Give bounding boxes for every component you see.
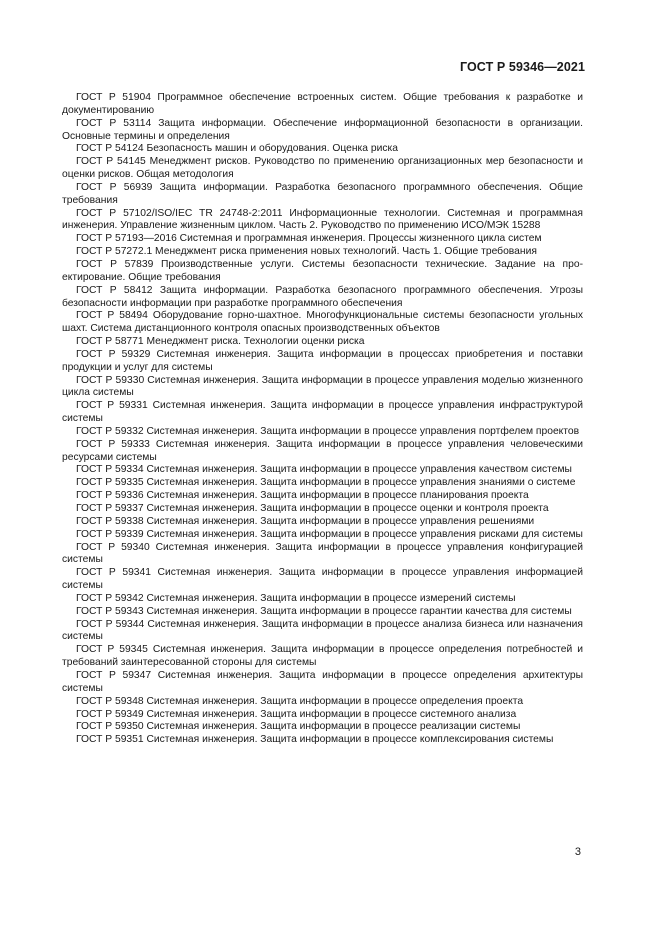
reference-item: ГОСТ Р 59330 Системная инженерия. Защита информации в процессе управления моделью жизненного цикла системы xyxy=(62,374,583,399)
reference-item: ГОСТ Р 59339 Системная инженерия. Защита информации в процессе управления рисками для системы xyxy=(76,528,583,540)
reference-item: ГОСТ Р 59340 Системная инженерия. Защита информации в процессе управления конфигурацией системы xyxy=(62,541,583,566)
reference-item: ГОСТ Р 59348 Системная инженерия. Защита информации в процессе определения проекта xyxy=(76,695,524,707)
reference-item: ГОСТ Р 59349 Системная инженерия. Защита информации в процессе системного анализа xyxy=(76,708,517,720)
reference-item: ГОСТ Р 57102/ISO/IEC TR 24748-2:2011 Информационные технологии. Системная и программная инженерия. Управление жизненным циклом. Часть 2. Руководство по применению ИСО/МЭК 15288 xyxy=(62,207,583,232)
reference-item: ГОСТ Р 58771 Менеджмент риска. Технологии оценки риска xyxy=(76,336,365,348)
reference-item: ГОСТ Р 59337 Системная инженерия. Защита информации в процессе оценки и контроля проекта xyxy=(76,503,549,514)
reference-item: ГОСТ Р 59350 Системная инженерия. Защита информации в процессе реализации системы xyxy=(76,721,521,733)
reference-item: ГОСТ Р 59347 Системная инженерия. Защита информации в процессе определения архитектуры системы xyxy=(62,669,583,694)
reference-item: ГОСТ Р 59329 Системная инженерия. Защита информации в процессах приобретения и поставки продукции и услуг для системы xyxy=(62,348,583,373)
reference-item: ГОСТ Р 54124 Безопасность машин и оборудования. Оценка риска xyxy=(76,143,398,155)
reference-item: ГОСТ Р 59332 Системная инженерия. Защита информации в процессе управления портфелем проектов xyxy=(76,425,580,437)
reference-item: ГОСТ Р 57272.1 Менеджмент риска применения новых технологий. Часть 1. Общие требования xyxy=(76,246,537,258)
reference-item: ГОСТ Р 59342 Системная инженерия. Защита информации в процессе измерений системы xyxy=(76,592,516,604)
document-header: ГОСТ Р 59346—2021 xyxy=(459,60,585,74)
page-number: 3 xyxy=(574,846,581,858)
reference-list xyxy=(62,92,583,747)
reference-item: ГОСТ Р 57839 Производственные услуги. Системы безопасности технические. Задание на проектирование. Общие требования xyxy=(62,258,583,283)
reference-item: ГОСТ Р 53114 Защита информации. Обеспечение информационной безопасности в организации. Основные термины и определения xyxy=(62,117,583,142)
reference-item: ГОСТ Р 59333 Системная инженерия. Защита информации в процессе управления человеческими ресурсами системы xyxy=(62,438,583,463)
reference-item: ГОСТ Р 59331 Системная инженерия. Защита информации в процессе управления инфраструктурой системы xyxy=(62,400,583,425)
reference-item: ГОСТ Р 59338 Системная инженерия. Защита информации в процессе управления решениями xyxy=(76,515,535,527)
reference-item: ГОСТ Р 59335 Системная инженерия. Защита информации в процессе управления знаниями о системе xyxy=(76,477,576,489)
reference-item: ГОСТ Р 59343 Системная инженерия. Защита информации в процессе гарантии качества для системы xyxy=(76,605,572,617)
reference-item: ГОСТ Р 51904 Программное обеспечение встроенных систем. Общие требования к разработке и документированию xyxy=(62,92,583,116)
reference-item: ГОСТ Р 59345 Системная инженерия. Защита информации в процессе определения потребностей и требований заинтересованной стороны для системы xyxy=(62,644,583,669)
reference-item: ГОСТ Р 57193—2016 Системная и программная инженерия. Процессы жизненного цикла систем xyxy=(76,233,542,245)
reference-item: ГОСТ Р 59334 Системная инженерия. Защита информации в процессе управления качеством системы xyxy=(76,464,572,476)
reference-item: ГОСТ Р 58494 Оборудование горно-шахтное. Многофункциональные системы безопасности угольных шахт. Система дистанционного контроля опасных производственных объектов xyxy=(62,310,583,335)
reference-item: ГОСТ Р 59344 Системная инженерия. Защита информации в процессе анализа бизнеса или назначения системы xyxy=(62,618,583,643)
reference-item: ГОСТ Р 59341 Системная инженерия. Защита информации в процессе управления информацией системы xyxy=(62,567,583,592)
reference-item: ГОСТ Р 59336 Системная инженерия. Защита информации в процессе планирования проекта xyxy=(76,490,529,502)
reference-item: ГОСТ Р 56939 Защита информации. Разработка безопасного программного обеспечения. Общие требования xyxy=(62,181,583,206)
reference-item: ГОСТ Р 58412 Защита информации. Разработка безопасного программного обеспечения. Угрозы безопасности информации при разработке программного обеспечения xyxy=(62,284,583,309)
reference-item: ГОСТ Р 54145 Менеджмент рисков. Руководство по применению организационных мер безопасности и оценки рисков. Общая методология xyxy=(62,156,583,181)
reference-item: ГОСТ Р 59351 Системная инженерия. Защита информации в процессе комплексирования системы xyxy=(76,734,554,746)
